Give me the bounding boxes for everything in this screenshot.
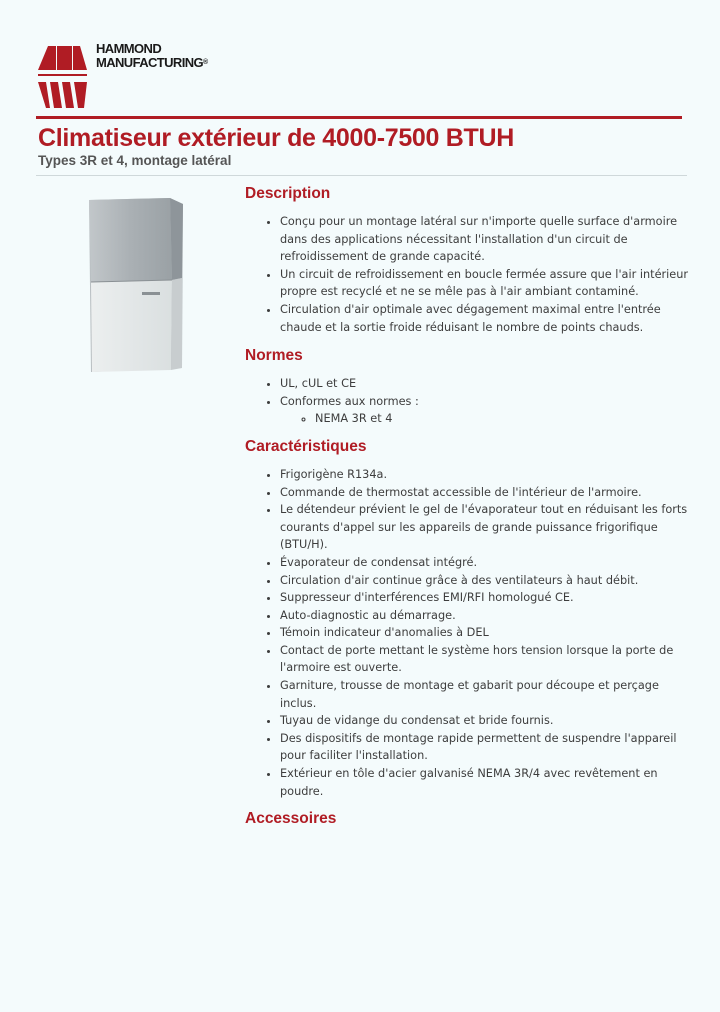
description-heading: Description — [245, 185, 331, 202]
brand-wordmark — [96, 42, 208, 70]
caracteristiques-heading: Caractéristiques — [245, 437, 367, 455]
content-column — [245, 185, 695, 838]
description-list — [245, 213, 695, 336]
list-item: • Circulation d'air optimale avec dégagement maximal entre l'entrée chaude et la sortie froide réduisant le nombre de points chauds. — [280, 301, 695, 336]
subtitle-divider — [36, 175, 687, 176]
header-divider — [36, 116, 682, 119]
list-item: • Auto-diagnostic au démarrage. — [280, 607, 695, 625]
brand-line2: MANUFACTURING — [96, 55, 204, 70]
list-item: • Extérieur en tôle d'acier galvanisé NEMA 3R/4 avec revêtement en poudre. — [280, 765, 695, 800]
list-item: • Circulation d'air continue grâce à des ventilateurs à haut débit. — [280, 572, 695, 590]
page-title: Climatiseur extérieur de 4000-7500 BTUH — [38, 124, 515, 152]
list-item: • Des dispositifs de montage rapide permettent de suspendre l'appareil pour faciliter l'installation. — [280, 730, 695, 765]
caracteristiques-section — [245, 438, 695, 800]
accessoires-heading: Accessoires — [245, 810, 337, 828]
list-item: • Un circuit de refroidissement en boucle fermée assure que l'air intérieur propre est recyclé et ne se mêle pas à l'air ambiant contaminé. — [280, 266, 695, 301]
list-item: • Suppresseur d'interférences EMI/RFI homologué CE. — [280, 589, 695, 607]
normes-section — [245, 347, 695, 428]
registered-mark: ® — [203, 59, 208, 66]
list-item: • Garniture, trousse de montage et gabarit pour découpe et perçage inclus. — [280, 677, 695, 712]
product-image — [86, 196, 186, 372]
normes-sublist — [280, 410, 695, 428]
list-item: • Frigorigène R134a. — [280, 466, 695, 484]
brand-line1: HAMMOND — [96, 41, 162, 56]
list-item: ◦ NEMA 3R et 4 — [315, 410, 695, 428]
air-conditioner-image — [86, 196, 186, 372]
normes-list — [245, 375, 695, 428]
list-item: • Témoin indicateur d'anomalies à DEL — [280, 624, 695, 642]
list-item — [280, 393, 695, 428]
page-subtitle: Types 3R et 4, montage latéral — [38, 153, 232, 168]
hammond-logo-icon — [36, 42, 88, 114]
normes-heading: Normes — [245, 347, 303, 365]
description-section — [245, 185, 695, 336]
list-item: • Commande de thermostat accessible de l'intérieur de l'armoire. — [280, 484, 695, 502]
list-item: • UL, cUL et CE — [280, 375, 695, 393]
list-item: • Tuyau de vidange du condensat et bride fournis. — [280, 712, 695, 730]
caracteristiques-list — [245, 466, 695, 800]
list-item: • Évaporateur de condensat intégré. — [280, 554, 695, 572]
list-item: • Contact de porte mettant le système hors tension lorsque la porte de l'armoire est ouverte. — [280, 642, 695, 677]
accessoires-section — [245, 810, 695, 828]
list-item: • Le détendeur prévient le gel de l'évaporateur tout en réduisant les forts courants d'appel sur les appareils de grande puissance frigorifique (BTU/H). — [280, 501, 695, 554]
hammond-logo[interactable] — [36, 42, 236, 114]
list-item: • Conçu pour un montage latéral sur n'importe quelle surface d'armoire dans des applications nécessitant l'installation d'un circuit de refroidissement de grande capacité. — [280, 213, 695, 266]
list-item-label: Conformes aux normes : — [280, 394, 419, 408]
